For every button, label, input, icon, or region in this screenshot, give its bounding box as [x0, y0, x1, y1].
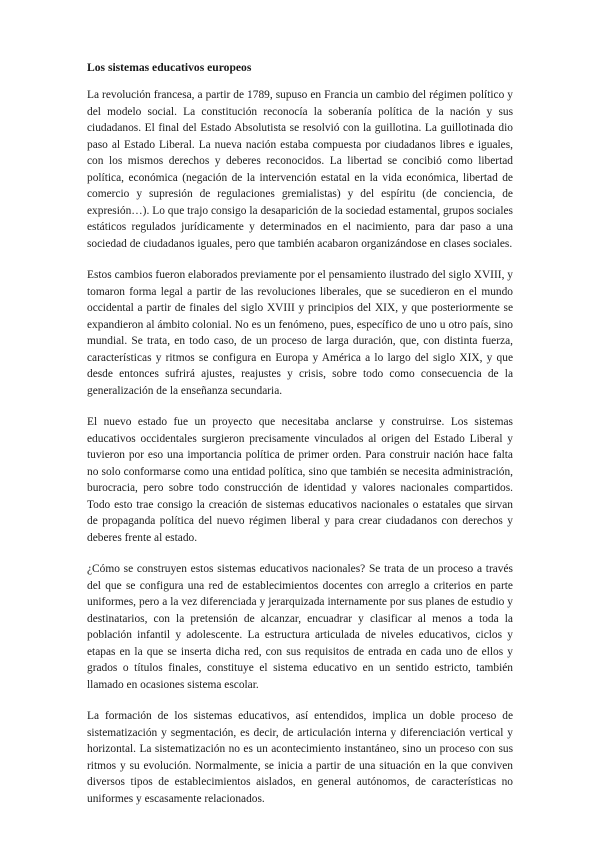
paragraph: El nuevo estado fue un proyecto que necesitaba anclarse y construirse. Los sistemas educativos occidentales surgieron precisamente vinculados al origen del Estado Liberal y tuvieron por eso una importancia política de primer orden. Para construir nación hace falta no solo conformarse como una entidad política, sino que también se necesita administración, burocracia, pero sobre todo construcción de identidad y valores nacionales compartidos. Todo esto trae consigo la creación de sistemas educativos nacionales o estatales que sirvan de propaganda política del nuevo régimen liberal y para crear ciudadanos con derechos y deberes frente al estado. — [87, 416, 513, 544]
paragraph: La revolución francesa, a partir de 1789, supuso en Francia un cambio del régimen político y del modelo social. La constitución reconocía la soberanía política de la nación y sus ciudadanos. El final del Estado Absolutista se resolvió con la guillotina. La guillotinada dio paso al Estado Liberal. La nueva nación estaba compuesta por ciudadanos libres e iguales, con los mismos derechos y deberes reconocidos. La libertad se concibió como libertad política, económica (negación de la intervención estatal en la vida económica, libertad de comercio y supresión de regulaciones gremialistas) y del espíritu (de conciencia, de expresión…). Lo que trajo consigo la desaparición de la sociedad estamental, grupos sociales estáticos regulados jurídicamente y determinados en el nacimiento, para dar paso a una sociedad de ciudadanos iguales, pero que también acabaron organizándose en clases sociales. — [87, 89, 513, 250]
paragraph: Estos cambios fueron elaborados previamente por el pensamiento ilustrado del siglo XVIII, y tomaron forma legal a partir de las revoluciones liberales, que se sucedieron en el mundo occidental a partir de finales del siglo XVIII y principios del XIX, y que posteriormente se expandieron al ámbito colonial. No es un fenómeno, pues, específico de uno u otro país, sino mundial. Se trata, en todo caso, de un proceso de larga duración, que, con distinta fuerza, características y ritmos se configura en Europa y América a lo largo del siglo XIX, y que desde entonces sufrirá ajustes, reajustes y crisis, sobre todo como consecuencia de la generalización de la enseñanza secundaria. — [87, 269, 513, 397]
document-title: Los sistemas educativos europeos — [87, 61, 252, 74]
paragraph: ¿Cómo se construyen estos sistemas educativos nacionales? Se trata de un proceso a través del que se configura una red de establecimientos docentes con arreglo a criterios en parte uniformes, pero a la vez diferenciada y jerarquizada internamente por sus planes de estudio y destinatarios, con la pretensión de alcanzar, encuadrar y clasificar al menos a toda la población infantil y adolescente. La estructura articulada de niveles educativos, ciclos y etapas en la que se inserta dicha red, con sus requisitos de entrada en cada uno de ellos y grados o títulos finales, constituye el sistema educativo en un sentido estricto, también llamado en ocasiones sistema escolar. — [87, 563, 513, 691]
paragraph: La formación de los sistemas educativos, así entendidos, implica un doble proceso de sistematización y segmentación, es decir, de articulación interna y diferenciación vertical y horizontal. La sistematización no es un acontecimiento instantáneo, sino un proceso con sus ritmos y su evolución. Normalmente, se inicia a partir de una situación en la que conviven diversos tipos de establecimientos aislados, en general autónomos, de características no uniformes y escasamente relacionados. — [87, 710, 513, 805]
